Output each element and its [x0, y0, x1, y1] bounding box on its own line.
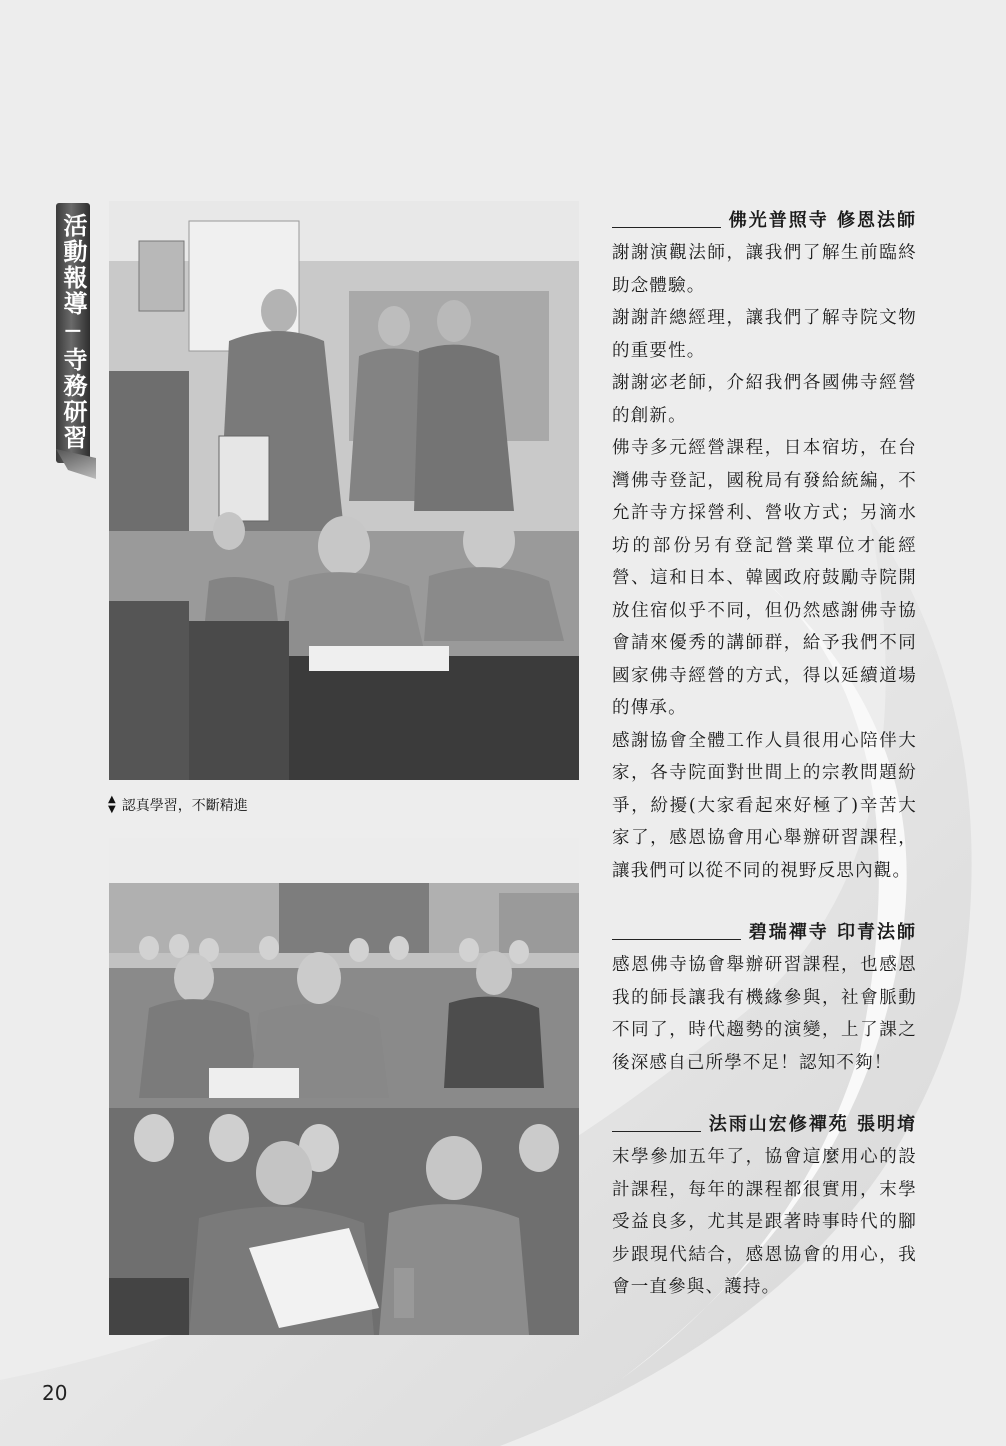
- paragraph: 末學參加五年了，協會這麼用心的設計課程，每年的課程都很實用，末學受益良多，尤其是跟著時事時代的腳步跟現代結合，感恩協會的用心，我會一直參與、護持。: [612, 1147, 917, 1297]
- author-name: 佛光普照寺 修恩法師: [728, 209, 917, 231]
- photo-lecture-classroom: [109, 201, 579, 780]
- banner-ribbon-tail: [56, 449, 96, 479]
- section-gap: [612, 1079, 917, 1109]
- author-rule: [612, 939, 741, 940]
- page-number: 20: [42, 1381, 68, 1405]
- testimonial-section: [612, 205, 917, 887]
- author-line: [612, 205, 917, 237]
- photo-students-reading: [109, 838, 579, 1335]
- author-name: 碧瑞禪寺 印青法師: [748, 921, 917, 943]
- section-gap: [612, 887, 917, 917]
- author-line: [612, 1109, 917, 1141]
- testimonial-section: [612, 1109, 917, 1304]
- author-name: 法雨山宏修禪苑 張明堉: [708, 1113, 917, 1135]
- paragraph: 謝謝演觀法師，讓我們了解生前臨終助念體驗。: [612, 243, 917, 296]
- up-down-triangle-icon: ▲ ▼: [108, 794, 116, 815]
- paragraph: 感恩佛寺協會舉辦研習課程，也感恩我的師長讓我有機緣參與，社會脈動不同了，時代趨勢的演變，上了課之後深感自己所學不足！認知不夠！: [612, 955, 917, 1073]
- author-rule: [612, 227, 721, 228]
- paragraph: 感謝協會全體工作人員很用心陪伴大家，各寺院面對世間上的宗教問題紛爭，紛擾(大家看起來好極了)辛苦大家了，感恩協會用心舉辦研習課程，讓我們可以從不同的視野反思內觀。: [612, 730, 917, 881]
- testimonial-section: [612, 917, 917, 1079]
- banner-title: 活動報導─寺務研習: [59, 213, 87, 451]
- paragraph: 謝謝宓老師，介紹我們各國佛寺經營的創新。: [612, 373, 917, 426]
- testimonials-column: [612, 205, 917, 1304]
- author-line: [612, 917, 917, 949]
- author-rule: [612, 1131, 701, 1132]
- section-banner: [44, 203, 96, 478]
- paragraph: 謝謝許總經理，讓我們了解寺院文物的重要性。: [612, 308, 917, 361]
- caption-text: 認真學習，不斷精進: [121, 798, 248, 814]
- paragraph: 佛寺多元經營課程，日本宿坊，在台灣佛寺登記，國稅局有發給統編，不允許寺方採營利、營收方式；另滴水坊的部份另有登記營業單位才能經營、這和日本、韓國政府鼓勵寺院開放住宿似乎不同，但仍然感謝佛寺協會請來優秀的講師群，給予我們不同國家佛寺經營的方式，得以延續道場的傳承。: [612, 438, 917, 718]
- photo-caption: [108, 795, 248, 815]
